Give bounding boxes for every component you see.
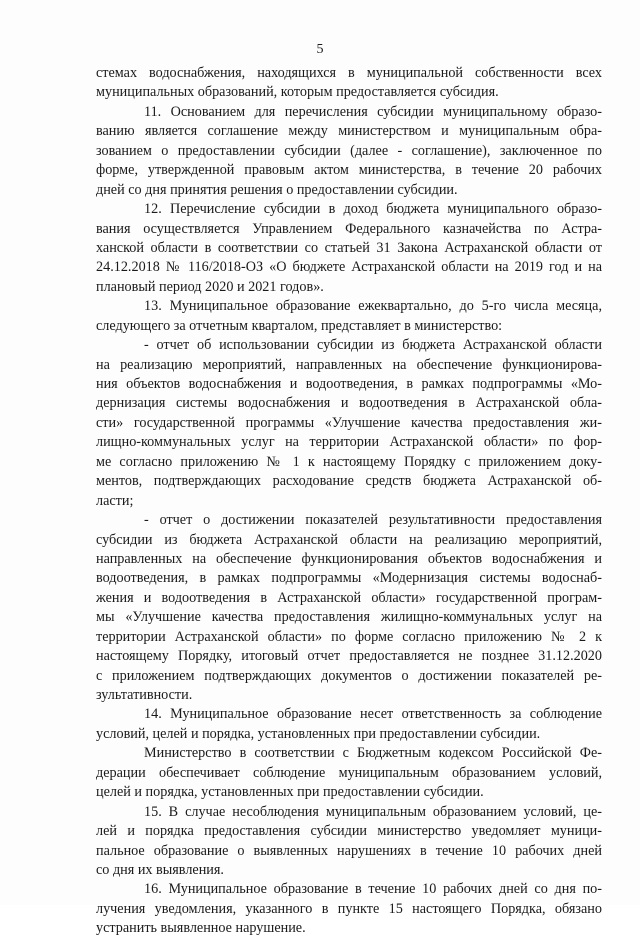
text-line: 11. Основанием для перечисления субсидии муниципальному образо- (144, 103, 602, 120)
page-number: 5 (316, 42, 324, 57)
text-line: стемах водоснабжения, находящихся в муниципальной собственности всех (96, 65, 602, 81)
text-line: со дня их выявления. (96, 861, 224, 878)
text-line: направленных на обеспечение функционирования объектов водоснабжения и (96, 550, 602, 567)
text-line: на реализацию мероприятий, направленных на обеспечение функционирова- (96, 356, 602, 373)
text-line: водоотведения, в рамках подпрограммы «Модернизация системы водоснаб- (96, 570, 602, 587)
text-line: зованием о предоставлении субсидии (далее - соглашение), заключенное по (96, 142, 602, 159)
text-line: лищно-коммунальных услуг на территории Астраханской области» по фор- (96, 434, 602, 451)
text-line: дерации обеспечивает соблюдение муниципальным образованием условий, (96, 764, 602, 781)
text-line: ме согласно приложению № 1 к настоящему Порядку с приложением доку- (96, 453, 602, 470)
text-line: 16. Муниципальное образование в течение 10 рабочих дней со дня по- (144, 881, 602, 898)
text-line: лей и порядка предоставления субсидии министерство уведомляет муници- (96, 823, 602, 840)
text-line: дернизация системы водоснабжения и водоотведения в Астраханской обла- (96, 395, 602, 412)
text-line: 24.12.2018 № 116/2018-ОЗ «О бюджете Астраханской области на 2019 год и на (96, 259, 602, 276)
text-line: следующего за отчетным кварталом, представляет в министерство: (96, 317, 503, 334)
text-line: жения и водоотведения в Астраханской области» государственной програм- (96, 589, 602, 606)
text-line: устранить выявленное нарушение. (96, 920, 306, 937)
text-line: ханской области в соответствии со статьей 31 Закона Астраханской области от (96, 239, 602, 256)
text-line: целей и порядка, установленных при предоставлении субсидии. (96, 784, 484, 801)
text-line: субсидии из бюджета Астраханской области на реализацию мероприятий, (96, 531, 602, 548)
text-line: - отчет об использовании субсидии из бюджета Астраханской области (144, 337, 602, 354)
text-line: ванию является соглашение между министерством и муниципальным обра- (96, 123, 602, 140)
text-line: настоящему Порядку, итоговый отчет предоставляется не позднее 31.12.2020 (96, 648, 602, 665)
text-line: Министерство в соответствии с Бюджетным кодексом Российской Фе- (144, 745, 602, 762)
text-line: дней со дня принятия решения о предоставлении субсидии. (96, 181, 458, 198)
text-line: муниципальных образований, которым предоставляется субсидия. (96, 84, 499, 101)
text-line: лучения уведомления, указанного в пункте 15 настоящего Порядка, обязано (96, 900, 602, 917)
text-line: зультативности. (96, 687, 193, 703)
text-line: вания осуществляется Управлением Федерального казначейства по Астра- (96, 220, 602, 237)
text-line: с приложением подтверждающих документов о достижении показателей ре- (96, 667, 602, 684)
text-line: - отчет о достижении показателей результативности предоставления (144, 512, 602, 529)
text-line: территории Астраханской области» по форме согласно приложению № 2 к (96, 628, 602, 645)
document-body (96, 64, 602, 939)
text-line: условий, целей и порядка, установленных при предоставлении субсидии. (96, 725, 541, 742)
text-line: ния объектов водоснабжения и водоотведения, в рамках подпрограммы «Мо- (96, 376, 602, 392)
text-line: 13. Муниципальное образование ежеквартально, до 5-го числа месяца, (144, 298, 602, 315)
text-line: 15. В случае несоблюдения муниципальным образованием условий, це- (144, 803, 602, 820)
text-line: 12. Перечисление субсидии в доход бюджета муниципального образо- (144, 201, 602, 218)
text-line: ласти; (96, 492, 134, 509)
text-line: пальное образование о выявленных нарушениях в течение 10 рабочих дней (96, 842, 602, 859)
text-line: мы «Улучшение качества предоставления жилищно-коммунальных услуг на (96, 609, 602, 626)
text-line: плановый период 2020 и 2021 годов». (96, 278, 324, 295)
text-line: форме, утвержденной правовым актом министерства, в течение 20 рабочих (96, 162, 602, 179)
text-line: 14. Муниципальное образование несет ответственность за соблюдение (144, 706, 602, 723)
text-line: сти» государственной программы «Улучшение качества предоставления жи- (96, 414, 602, 431)
text-line: ментов, подтверждающих расходование средств бюджета Астраханской об- (96, 473, 602, 490)
